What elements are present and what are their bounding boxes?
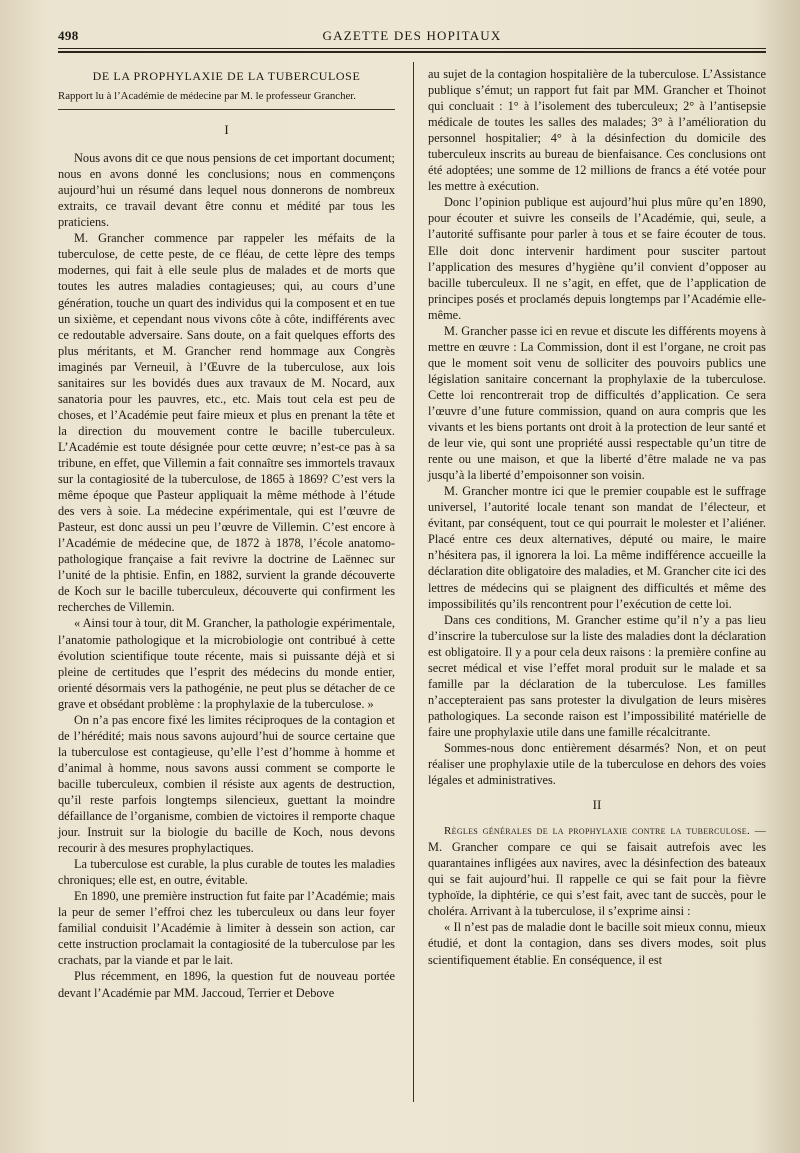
- right-column: [428, 66, 766, 968]
- left-column: [58, 66, 395, 1001]
- section-heading: Règles générales de la prophylaxie contre la tuberculose. —: [444, 825, 766, 838]
- paragraph: Sommes-nous donc entièrement désarmés? Non, et on peut réaliser une prophylaxie utile de la tuberculose en dehors des voies légales et administratives.: [428, 740, 766, 788]
- subtitle-rule: [58, 109, 395, 110]
- paragraph: Plus récemment, en 1896, la question fut de nouveau portée devant l’Académie par MM. Jaccoud, Terrier et Debove: [58, 969, 395, 1000]
- header-rule-thick: [58, 51, 766, 53]
- paragraph: M. Grancher passe ici en revue et discute les différents moyens à mettre en œuvre : La Commission, dont il est l’organe, ne croit pas que le moment soit venu de solliciter des pouvoirs publics une législation sanitaire concernant la prophylaxie de la tuberculose. Cette loi rencontrerait trop de difficultés d’application. Ce sera l’œuvre d’une future commission, quand on aura compris que les vivants et les biens portants ont droit à la protection de leur santé et de leur vie, qui sont une propriété aussi respectable qu’un titre de rente ou une maison, et que la liberté d’être malade ne va pas jusqu’à la liberté d’empoisonner son voisin.: [428, 323, 766, 483]
- article-subtitle: Rapport lu à l’Académie de médecine par M. le professeur Grancher.: [58, 90, 356, 103]
- paragraph: M. Grancher commence par rappeler les méfaits de la tuberculose, de cette peste, de ce fléau, de cette lèpre des temps modernes, qui fait à elle seule plus de malades et de morts que toutes les autres maladies contagieuses; qui, au cours d’une génération, touche un quart des individus qui la composent et en tue un sixième, et cependant nous vivons côte à côte, indifférents avec ce redoutable adversaire. Sans doute, on a fait quelques efforts des plus méritants, et M. Grancher rend hommage aux Congrès imaginés par Verneuil, à l’Œuvre de la tuberculose, aux lois sanitaires sur les bovidés dues aux travaux de M. Nocard, aux sanatoria pour les pauvres, etc., etc. Mais tout cela est peu de choses, et l’Académie peut faire mieux et plus en prenant la tête et la direction du mouvement contre le bacille tuberculeux. L’Académie est toute désignée pour cette œuvre; n’est-ce pas à sa tribune, en effet, que Villemin a fait connaître ses immortels travaux sur la contagiosité de la tuberculose, de 1865 à 1869? C’est vers la même époque que Pasteur appliquait la même méthode à l’étude des vers à soie. La médecine expérimentale, qui est l’œuvre de Pasteur, est donc aussi un peu l’œuvre de Villemin. C’est encore à l’Académie de médecine que, de 1872 à 1878, l’école anatomo-pathologique française a fait revivre la doctrine de Laënnec sur l’unité de la phtisie. Enfin, en 1882, survient la grande découverte de Koch sur le bacille tuberculeux, découverte qui confirment les recherches de Villemin.: [58, 231, 395, 615]
- paragraph: au sujet de la contagion hospitalière de la tuberculose. L’Assistance publique s’émut; un rapport fut fait par MM. Grancher et Thoinot qui concluait : 1° à l’isolement des tuberculeux; 2° à l’antisepsie médicale de toutes les salles des malades; 3° à l’amélioration du personnel hospitalier; 4° à la désinfection du domicile des tuberculeux inscrits au bureau de bienfaisance. Ces conclusions ont été adoptées; une somme de 12 millions de francs a été votée pour les mettre à exécution.: [428, 67, 766, 194]
- section-number-2: II: [592, 797, 602, 813]
- paragraph: Donc l’opinion publique est aujourd’hui plus mûre qu’en 1890, pour écouter et suivre les conseils de l’Académie, qui, seule, a l’autorité suffisante pour parler à tous et se faire écouter de tous. Elle doit donc intervenir hardiment pour susciter partout l’application des mesures d’hygiène qu’il convient d’opposer au bacille tuberculeux. Il ne s’agit, en effet, que de l’application de principes posés et proclamés depuis longtemps par l’Académie elle-même.: [428, 195, 766, 322]
- column-divider: [413, 62, 414, 1102]
- page-number: 498: [58, 28, 79, 43]
- paragraph: On n’a pas encore fixé les limites réciproques de la contagion et de l’hérédité; mais nous savons aujourd’hui de source certaine que la tuberculose est contagieuse, qu’elle l’est d’homme à homme et d’animal à homme, nous savons aussi comment se comporte le bacille tuberculeux, combien il résiste aux agents de destruction, qu’il reste parfois longtemps silencieux, guettant la moindre défaillance de l’organisme, combien de victoires il remporte chaque jour. Instruit sur la biologie du bacille de Koch, nous devons recourir à des mesures prophylactiques.: [58, 712, 395, 856]
- paragraph: Dans ces conditions, M. Grancher estime qu’il n’y a pas lieu d’inscrire la tuberculose sur la liste des maladies dont la déclaration est obligatoire. Il y a pour cela deux raisons : la première confine au secret médical et vise l’effet moral produit sur le malade et sa famille par la déclaration de la tuberculose. Les familles n’accepteraient pas sans protester la divulgation de leurs misères pathologiques. La seconde raison est l’impossibilité matérielle de faire une prophylaxie utile dans une famille récalcitrante.: [428, 612, 766, 739]
- article-title: DE LA PROPHYLAXIE DE LA TUBERCULOSE: [92, 69, 361, 83]
- paragraph: La tuberculose est curable, la plus curable de toutes les maladies chroniques; elle est, en outre, évitable.: [58, 857, 395, 888]
- header-rule-thin: [58, 48, 766, 49]
- paragraph: M. Grancher montre ici que le premier coupable est le suffrage universel, l’autorité locale tenant son mandat de l’électeur, et évitant, par conséquent, tout ce qui pourrait le molester et l’aliéner. Placé entre ces deux alternatives, député ou maire, le maire n’hésitera pas, il ignorera la loi. La même indifférence accueille la déclaration dite obligatoire des maladies, et M. Grancher cite ici des lettres de médecins qui se plaignent des difficultés et même des impossibilités qu’ils rencontrent pour l’exécution de cette loi.: [428, 484, 766, 611]
- paragraph-with-heading: [428, 822, 766, 919]
- section-number-1: I: [224, 122, 229, 138]
- paragraph-text: M. Grancher compare ce qui se faisait autrefois avec les quarantaines infligées aux navires, avec la désinfection des bateaux qui se fait aujourd’hui. Il rappelle ce qui se fait pour la fièvre typhoïde, la diphtérie, ce qui s’est fait, avec tant de succès, pour le choléra. Arrivant à la tuberculose, il s’exprime ainsi :: [428, 840, 766, 919]
- paragraph: Nous avons dit ce que nous pensions de cet important document; nous en avons donné les conclusions; nous en commençons aujourd’hui un résumé dans lequel nous donnerons de nombreux extraits, ce travail devant être connu et médité par tous les praticiens.: [58, 151, 395, 230]
- paragraph: En 1890, une première instruction fut faite par l’Académie; mais la peur de semer l’effroi chez les tuberculeux ou dans leur foyer familial conduisit l’Académie à limiter à dessein son action, car cette instruction proclamait la contagiosité de la tuberculose par les crachats, par la viande et par le lait.: [58, 889, 395, 968]
- paragraph: « Il n’est pas de maladie dont le bacille soit mieux connu, mieux étudié, et dont la contagion, dans ses divers modes, soit plus scientifiquement établie. En conséquence, il est: [428, 920, 766, 967]
- journal-title: GAZETTE DES HOPITAUX: [322, 28, 502, 43]
- paragraph: « Ainsi tour à tour, dit M. Grancher, la pathologie expérimentale, l’anatomie pathologique et la microbiologie ont contribué à cette évolution scientifique toute récente, mais si puissante déjà et si pleine de certitudes que l’esprit des médecins du monde entier, orienté désormais vers la pathogénie, ne peut plus se détacher de ce grave et obsédant problème : la prophylaxie de la tuberculose. »: [58, 616, 395, 711]
- page-header: [58, 22, 766, 48]
